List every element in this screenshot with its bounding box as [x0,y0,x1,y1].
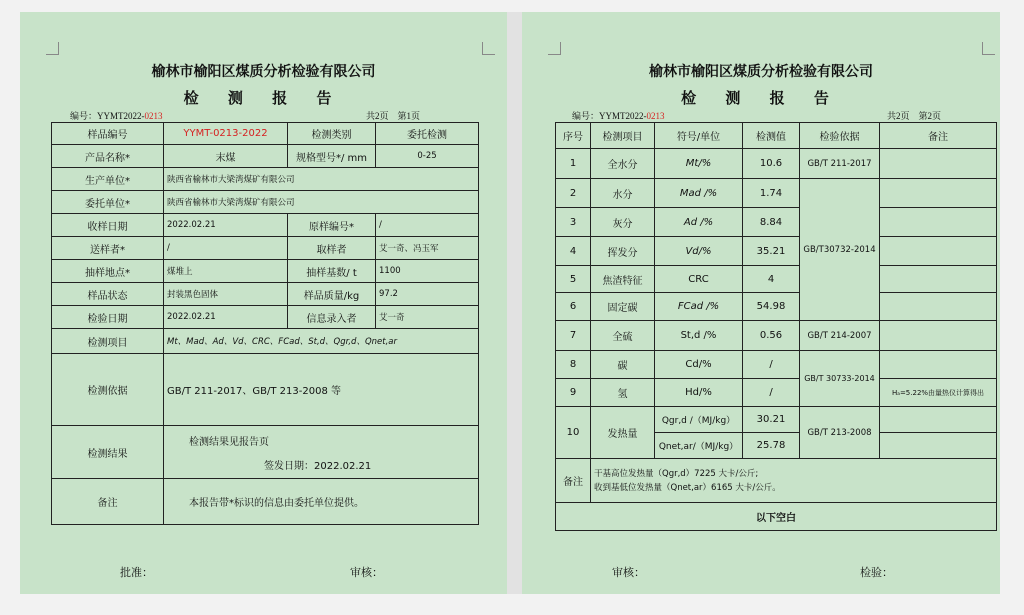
table-row [52,260,479,283]
test-value: / [743,379,800,407]
symbol-unit: Hd/% [655,379,743,407]
test-item: 氢 [591,379,655,407]
test-value: 1.74 [743,179,800,208]
cell-label: 抽样地点* [52,260,164,283]
symbol-unit: Qgr,d /（MJ/kg） [655,407,743,433]
cell-label: 样品质量/kg [288,283,376,306]
table-row [556,503,997,531]
serial-number [70,109,163,122]
cell-label: 备注 [52,479,164,525]
col-header: 检测值 [743,123,800,149]
cell-label: 委托单位* [52,191,164,214]
test-result [164,426,479,479]
cell-label: 样品编号 [52,123,164,145]
cell-label: 检测类别 [288,123,376,145]
test-basis: GB/T30732-2014 [800,179,880,321]
serial-label: 编号：YYMT2022- [70,111,145,121]
product-name: 末煤 [164,145,288,168]
sampler: 艾一奇、冯玉军 [376,237,479,260]
row-note [880,179,997,208]
table-row [556,293,997,321]
row-note [880,433,997,459]
serial-number [572,109,665,122]
symbol-unit: Mt/% [655,149,743,179]
entry-person: 艾一奇 [376,306,479,329]
table-row [556,208,997,237]
symbol-unit: Vd/% [655,237,743,266]
row-number: 5 [556,266,591,293]
table-row [556,407,997,433]
page-gutter [507,12,522,594]
row-number: 8 [556,351,591,379]
report-title: 检 测 报 告 [183,89,344,107]
crop-mark [548,42,561,55]
test-item: 灰分 [591,208,655,237]
sample-state: 封装黑色固体 [164,283,288,306]
crop-mark [482,42,495,55]
cell-label: 检验日期 [52,306,164,329]
test-value: 8.84 [743,208,800,237]
remark: 本报告带*标识的信息由委托单位提供。 [164,479,479,525]
test-basis: GB/T 214-2007 [800,321,880,351]
test-date: 2022.02.21 [164,306,288,329]
test-item: 水分 [591,179,655,208]
row-note [880,293,997,321]
sample-info-table [51,122,479,525]
test-item: 碳 [591,351,655,379]
sample-number: YYMT-0213-2022 [164,123,288,145]
table-row [52,237,479,260]
sender: / [164,237,288,260]
cell-label: 检测结果 [52,426,164,479]
remark-line: 收到基低位发热量（Qnet,ar）6165 大卡/公斤。 [594,482,781,493]
table-row [52,426,479,479]
row-number: 6 [556,293,591,321]
test-value: 4 [743,266,800,293]
col-header: 符号/单位 [655,123,743,149]
table-row [52,214,479,237]
sampling-site: 煤堆上 [164,260,288,283]
test-value: 25.78 [743,433,800,459]
sampling-base: 1100 [376,260,479,283]
approve-label: 批准： [120,566,153,579]
table-row [556,179,997,208]
symbol-unit: FCad /% [655,293,743,321]
review-label: 审核： [612,566,645,579]
table-row [52,191,479,214]
test-item: 发热量 [591,407,655,459]
test-item: 焦渣特征 [591,266,655,293]
table-row [52,329,479,354]
original-number: / [376,214,479,237]
remark [591,459,997,503]
cell-label: 原样编号* [288,214,376,237]
cell-label: 生产单位* [52,168,164,191]
cell-label: 备注 [556,459,591,503]
inspect-label: 检验： [860,566,893,579]
cell-label: 检测项目 [52,329,164,354]
row-note [880,321,997,351]
test-value: 54.98 [743,293,800,321]
table-row [52,145,479,168]
row-note [880,208,997,237]
row-note [880,266,997,293]
cell-label: 检测依据 [52,354,164,426]
table-row [52,306,479,329]
test-basis: GB/T 213-2008 [800,407,880,459]
cell-label: 收样日期 [52,214,164,237]
cell-label: 送样者* [52,237,164,260]
crop-mark [46,42,59,55]
test-item: 挥发分 [591,237,655,266]
test-basis: GB/T 211-2017 [800,149,880,179]
received-date: 2022.02.21 [164,214,288,237]
table-row [52,123,479,145]
test-value: 30.21 [743,407,800,433]
test-items: Mt、Mad、Ad、Vd、CRC、FCad、St,d、Qgr,d、Qnet,ar [164,329,479,354]
cell-label: 样品状态 [52,283,164,306]
serial-label: 编号：YYMT2022- [572,111,647,121]
review-label: 审核： [350,566,383,579]
report-page-1 [20,12,507,594]
test-item: 全水分 [591,149,655,179]
row-number: 1 [556,149,591,179]
table-row [556,149,997,179]
serial-suffix: 0213 [144,111,163,121]
client: 陕西省榆林市大梁湾煤矿有限公司 [164,191,479,214]
row-note [880,237,997,266]
symbol-unit: Mad /% [655,179,743,208]
table-row [556,351,997,379]
test-value: / [743,351,800,379]
blank-below: 以下空白 [556,503,997,531]
test-item: 固定碳 [591,293,655,321]
cell-label: 产品名称* [52,145,164,168]
row-number: 7 [556,321,591,351]
symbol-unit: Qnet,ar/（MJ/kg） [655,433,743,459]
cell-label: 取样者 [288,237,376,260]
test-results-table [555,122,997,531]
symbol-unit: Cd/% [655,351,743,379]
col-header: 检验依据 [800,123,880,149]
row-number: 9 [556,379,591,407]
cell-label: 规格型号*/ mm [288,145,376,168]
cell-label: 信息录入者 [288,306,376,329]
symbol-unit: Ad /% [655,208,743,237]
table-row [556,379,997,407]
report-page-2 [522,12,1000,594]
row-note [880,149,997,179]
table-row [52,283,479,306]
table-row [52,479,479,525]
col-header: 检测项目 [591,123,655,149]
test-item: 全硫 [591,321,655,351]
table-row [556,237,997,266]
row-number: 2 [556,179,591,208]
row-note [880,351,997,379]
issue-date: 签发日期：2022.02.21 [264,460,372,472]
row-note [880,407,997,433]
page-info: 共2页 第2页 [887,111,942,121]
table-row [556,459,997,503]
symbol-unit: St,d /% [655,321,743,351]
remark-line: 干基高位发热量（Qgr,d）7225 大卡/公斤; [594,468,759,479]
report-title: 检 测 报 告 [681,89,841,107]
col-header: 备注 [880,123,997,149]
col-header: 序号 [556,123,591,149]
test-type: 委托检测 [376,123,479,145]
test-value: 0.56 [743,321,800,351]
sample-mass: 97.2 [376,283,479,306]
table-row [556,266,997,293]
producer: 陕西省榆林市大梁湾煤矿有限公司 [164,168,479,191]
company-name: 榆林市榆阳区煤质分析检验有限公司 [151,64,376,80]
spec: 0-25 [376,145,479,168]
table-row [52,168,479,191]
symbol-unit: CRC [655,266,743,293]
row-number: 4 [556,237,591,266]
cell-label: 抽样基数/ t [288,260,376,283]
serial-suffix: 0213 [646,111,665,121]
row-number: 10 [556,407,591,459]
table-row [556,321,997,351]
crop-mark [982,42,995,55]
test-basis: GB/T 30733-2014 [800,351,880,407]
table-row [52,354,479,426]
result-text: 检测结果见报告页 [189,436,269,448]
test-value: 10.6 [743,149,800,179]
page-info: 共2页 第1页 [366,111,421,121]
table-header-row [556,123,997,149]
company-name: 榆林市榆阳区煤质分析检验有限公司 [649,64,873,80]
test-value: 35.21 [743,237,800,266]
hydrogen-note: Hₐ=5.22%由量热仪计算得出 [880,379,997,407]
test-basis: GB/T 211-2017、GB/T 213-2008 等 [164,354,479,426]
row-number: 3 [556,208,591,237]
